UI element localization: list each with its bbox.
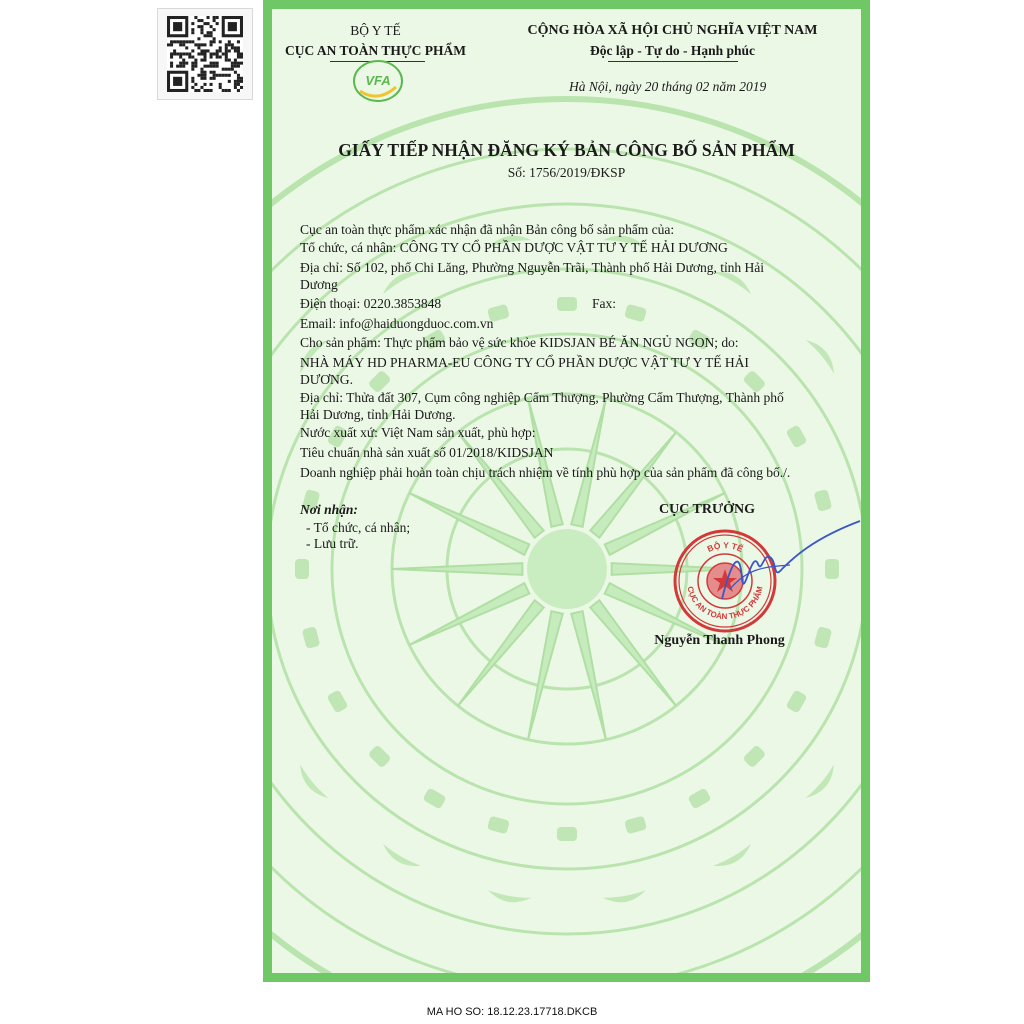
body-email: Email: info@haiduongduoc.com.vn (300, 316, 494, 331)
body-factory-address-line2: Hải Dương, tỉnh Hải Dương. (300, 407, 456, 422)
body-manufacturer-line1: NHÀ MÁY HD PHARMA-EU CÔNG TY CỔ PHẦN DƯỢC VẬT TƯ Y TẾ HẢI (300, 355, 749, 370)
header-right-underline (608, 61, 738, 62)
qr-code (157, 8, 253, 100)
certificate-paper (272, 9, 861, 973)
body-fax: Fax: (592, 296, 616, 311)
body-manufacturer-line2: DƯƠNG. (300, 372, 353, 387)
national-motto: Độc lập - Tự do - Hạnh phúc (589, 43, 756, 58)
certificate-content (272, 9, 861, 973)
recipient-item: - Tổ chức, cá nhân; (306, 520, 411, 535)
body-address-line1: Địa chỉ: Số 102, phố Chi Lăng, Phường Nguyễn Trãi, Thành phố Hải Dương, tỉnh Hải (300, 260, 764, 275)
vfa-logo-icon (352, 57, 404, 103)
recipient-item: - Lưu trữ. (306, 536, 359, 551)
ministry-name: BỘ Y TẾ (350, 23, 401, 38)
qr-code-icon (167, 16, 243, 92)
signature-icon (702, 519, 861, 609)
body-responsibility: Doanh nghiệp phải hoàn toàn chịu trách nhiệm về tính phù hợp của sản phẩm đã công bố./. (300, 465, 791, 480)
department-name: CỤC AN TOÀN THỰC PHẨM (284, 43, 466, 58)
body-origin: Nước xuất xứ: Việt Nam sản xuất, phù hợp: (300, 425, 536, 440)
body-organization: Tổ chức, cá nhân: CÔNG TY CỔ PHẦN DƯỢC VẬT TƯ Y TẾ HẢI DƯƠNG (300, 240, 728, 255)
stamp-ring-text: CỤC AN TOÀN THỰC PHẨM (685, 585, 765, 622)
recipients-heading: Nơi nhận: (300, 502, 358, 517)
body-standard: Tiêu chuẩn nhà sản xuất số 01/2018/KIDSJAN (300, 445, 554, 460)
body-factory-address-line1: Địa chỉ: Thửa đất 307, Cụm công nghiệp Cẩm Thượng, Phường Cẩm Thượng, Thành phố (300, 390, 784, 405)
vfa-logo-text: VFA (365, 73, 391, 88)
body-phone: Điện thoại: 0220.3853848 (300, 296, 442, 311)
signer-name: Nguyễn Thanh Phong (654, 633, 785, 648)
signer-role: CỤC TRƯỞNG (658, 502, 756, 517)
place-date: Hà Nội, ngày 20 tháng 02 năm 2019 (569, 79, 767, 94)
body-address-line2: Dương (300, 277, 338, 292)
document-title: GIẤY TIẾP NHẬN ĐĂNG KÝ BẢN CÔNG BỐ SẢN PHẨM (338, 140, 795, 160)
body-product: Cho sản phẩm: Thực phẩm bảo vệ sức khỏe KIDSJAN BÉ ĂN NGỦ NGON; do: (300, 335, 739, 350)
country-name: CỘNG HÒA XÃ HỘI CHỦ NGHĨA VIỆT NAM (527, 23, 818, 38)
stamp-top-text: BỘ Y TẾ (705, 540, 745, 555)
body-intro: Cục an toàn thực phẩm xác nhận đã nhận Bản công bố sản phẩm của: (300, 222, 675, 237)
file-code-footer: MA HO SO: 18.12.23.17718.DKCB (426, 1006, 598, 1018)
document-number: Số: 1756/2019/ĐKSP (507, 165, 626, 180)
certificate-frame (263, 0, 870, 982)
